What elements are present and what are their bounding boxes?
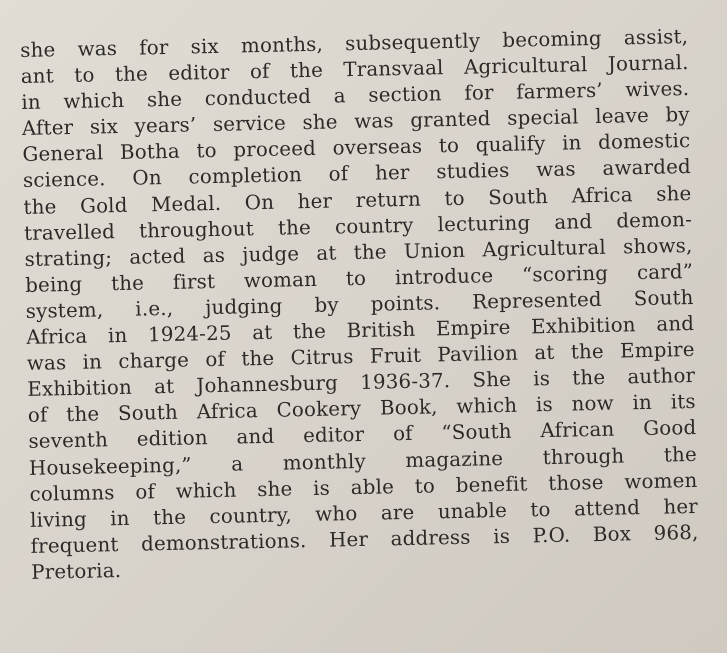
text-line-8: travelled throughout the country lecturing and demon-: [23, 207, 693, 245]
body-paragraph: [20, 24, 699, 586]
text-line-17: Housekeeping,” a monthly magazine through the: [28, 442, 698, 480]
text-line-18: columns of which she is able to benefit those women: [29, 468, 698, 506]
text-line-6: science. On completion of her studies was awarded: [22, 155, 692, 193]
text-line-20: frequent demonstrations. Her address is P.O. Box 968,: [30, 520, 699, 558]
text-line-5: General Botha to proceed overseas to qualify in domestic: [22, 129, 691, 167]
text-line-9: strating; acted as judge at the Union Agricultural shows,: [24, 233, 693, 271]
text-line-19: living in the country, who are unable to attend her: [29, 494, 699, 532]
text-line-13: was in charge of the Citrus Fruit Pavilion at the Empire: [26, 338, 695, 376]
text-line-4: After six years’ service she was granted special leave by: [21, 103, 690, 141]
text-line-12: Africa in 1924-25 at the British Empire Exhibition and: [26, 311, 695, 349]
text-line-21: Pretoria.: [30, 558, 122, 584]
text-line-7: the Gold Medal. On her return to South Africa she: [23, 181, 692, 219]
text-line-16: seventh edition and editor of “South African Good: [28, 416, 697, 454]
text-line-3: in which she conducted a section for farmers’ wives.: [21, 77, 690, 115]
text-line-2: ant to the editor of the Transvaal Agricultural Journal.: [20, 51, 689, 89]
text-line-11: system, i.e., judging by points. Represented South: [25, 285, 694, 323]
text-line-15: of the South Africa Cookery Book, which is now in its: [27, 390, 697, 428]
text-line-14: Exhibition at Johannesburg 1936-37. She is the author: [27, 364, 696, 402]
text-line-1: she was for six months, subsequently becoming assist,: [20, 25, 689, 62]
text-line-10: being the first woman to introduce “scoring card”: [24, 259, 694, 297]
